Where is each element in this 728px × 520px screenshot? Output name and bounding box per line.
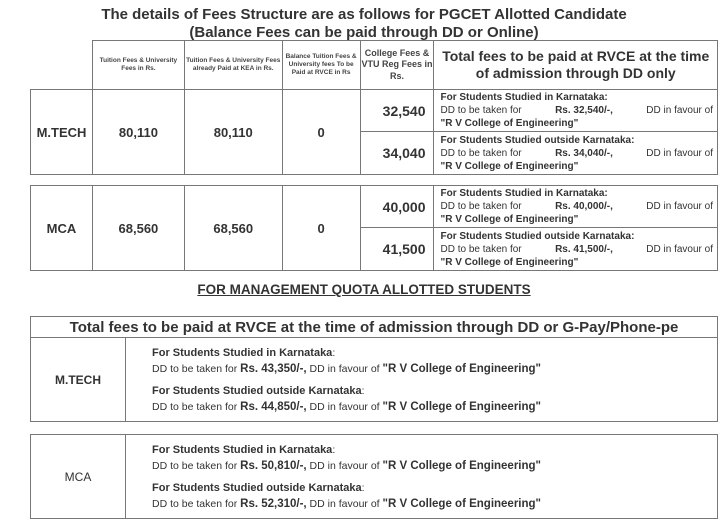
dd-line — [152, 399, 711, 415]
dd-prefix: DD to be taken for — [440, 201, 522, 212]
page-title: The details of Fees Structure are as follows for PGCET Allotted Candidate — [101, 6, 627, 23]
option-heading: For Students Studied in Karnataka — [152, 443, 333, 456]
header-tuition: Tuition Fees & University Fees in Rs. — [92, 41, 184, 90]
dd-payee: "R V College of Engineering" — [382, 497, 542, 510]
dd-amount: Rs. 34,040/-, — [555, 147, 613, 159]
option-colon: : — [361, 481, 365, 494]
spacer-cell — [31, 175, 718, 186]
dd-instruction — [434, 132, 718, 175]
dd-prefix: DD to be taken for — [152, 362, 238, 375]
option-heading: For Students Studied outside Karnataka: — [440, 230, 635, 242]
dd-line — [152, 361, 711, 377]
dd-suffix: DD in favour of — [646, 201, 713, 212]
option-heading: For Students Studied outside Karnataka — [152, 481, 362, 494]
option-block — [152, 345, 711, 361]
dd-line — [440, 200, 713, 213]
pgcet-fee-table — [30, 40, 718, 271]
tuition-value: 80,110 — [92, 90, 184, 175]
dd-line — [152, 458, 711, 474]
option-colon: : — [332, 346, 336, 359]
management-quota-title: FOR MANAGEMENT QUOTA ALLOTTED STUDENTS — [197, 282, 531, 297]
paid-kea-value: 80,110 — [184, 90, 282, 175]
page-subtitle: (Balance Fees can be paid through DD or Online) — [189, 24, 539, 41]
dd-amount: Rs. 40,000/-, — [555, 201, 613, 212]
dd-payee: "R V College of Engineering" — [440, 118, 579, 129]
tuition-value: 68,560 — [92, 186, 184, 271]
header-total-fees: Total fees to be paid at RVCE at the time of admission through DD only — [434, 41, 718, 90]
dd-prefix: DD to be taken for — [152, 497, 238, 510]
dd-amount: Rs. 52,310/-, — [240, 497, 307, 510]
option-heading: For Students Studied outside Karnataka — [152, 384, 362, 397]
dd-prefix: DD to be taken for — [152, 400, 238, 413]
college-fee-value: 41,500 — [360, 228, 434, 271]
dd-payee: "R V College of Engineering" — [440, 214, 579, 225]
management-mtech-table — [30, 316, 718, 422]
dd-payee: "R V College of Engineering" — [440, 256, 579, 268]
paid-kea-value: 68,560 — [184, 186, 282, 271]
balance-value: 0 — [282, 90, 360, 175]
option-heading: For Students Studied in Karnataka: — [440, 188, 608, 199]
dd-line — [440, 104, 713, 117]
dd-suffix: DD in favour of — [309, 459, 380, 472]
dd-payee: "R V College of Engineering" — [382, 459, 542, 472]
dd-line — [440, 147, 713, 160]
table-row — [31, 186, 718, 228]
option-colon: : — [332, 443, 336, 456]
course-mca: MCA — [31, 186, 93, 271]
dd-amount: Rs. 50,810/-, — [240, 459, 307, 472]
header-paid-kea: Tuition Fees & University Fees already Paid at KEA in Rs. — [184, 41, 282, 90]
college-fee-value: 40,000 — [360, 186, 434, 228]
dd-suffix: DD in favour of — [309, 497, 380, 510]
header-balance: Balance Tuition Fees & University fees To be Paid at RVCE in Rs — [282, 41, 360, 90]
dd-instruction — [434, 90, 718, 132]
option-colon: : — [361, 384, 365, 397]
option-block — [152, 383, 711, 399]
header-college-fees: College Fees & VTU Reg Fees in Rs. — [360, 41, 434, 90]
dd-instruction — [126, 338, 718, 422]
option-heading: For Students Studied in Karnataka — [152, 346, 333, 359]
dd-payee: "R V College of Engineering" — [440, 160, 579, 172]
dd-suffix: DD in favour of — [646, 105, 713, 116]
management-header-row — [31, 317, 718, 338]
dd-instruction — [434, 228, 718, 271]
dd-payee: "R V College of Engineering" — [382, 362, 542, 375]
table-row — [31, 90, 718, 132]
dd-amount: Rs. 44,850/-, — [240, 400, 307, 413]
dd-prefix: DD to be taken for — [152, 459, 238, 472]
dd-line — [152, 496, 711, 512]
college-fee-value: 34,040 — [360, 132, 434, 175]
management-table-heading: Total fees to be paid at RVCE at the time of admission through DD or G-Pay/Phone-pe — [31, 317, 718, 338]
course-mca: MCA — [31, 435, 126, 519]
management-mca-table — [30, 434, 718, 519]
dd-prefix: DD to be taken for — [440, 147, 522, 159]
table-spacer — [31, 175, 718, 186]
dd-amount: Rs. 41,500/-, — [555, 243, 613, 255]
dd-suffix: DD in favour of — [646, 147, 713, 159]
pgcet-header-row — [31, 41, 718, 90]
dd-prefix: DD to be taken for — [440, 105, 522, 116]
balance-value: 0 — [282, 186, 360, 271]
dd-suffix: DD in favour of — [309, 362, 380, 375]
dd-suffix: DD in favour of — [309, 400, 380, 413]
table-row — [31, 435, 718, 519]
dd-instruction — [434, 186, 718, 228]
dd-amount: Rs. 32,540/-, — [555, 105, 613, 116]
dd-line — [440, 243, 713, 256]
option-heading: For Students Studied outside Karnataka: — [440, 134, 635, 146]
dd-payee: "R V College of Engineering" — [382, 400, 542, 413]
table-row — [31, 338, 718, 422]
dd-amount: Rs. 43,350/-, — [240, 362, 307, 375]
option-heading: For Students Studied in Karnataka: — [440, 92, 608, 103]
dd-suffix: DD in favour of — [646, 243, 713, 255]
course-mtech: M.TECH — [31, 90, 93, 175]
header-empty-cell — [31, 41, 93, 90]
college-fee-value: 32,540 — [360, 90, 434, 132]
dd-instruction — [126, 435, 718, 519]
option-block — [152, 480, 711, 496]
course-mtech: M.TECH — [31, 338, 126, 422]
dd-prefix: DD to be taken for — [440, 243, 522, 255]
option-block — [152, 442, 711, 458]
